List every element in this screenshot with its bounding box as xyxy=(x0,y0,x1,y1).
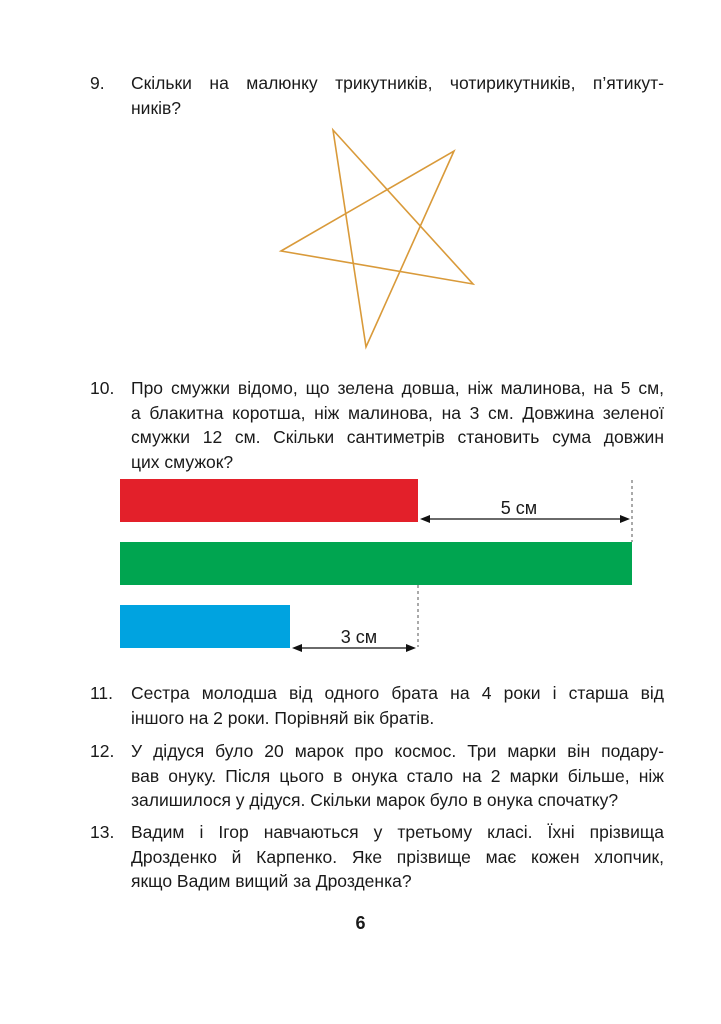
problem-line: цих смужок? xyxy=(131,451,234,472)
green-strip xyxy=(120,542,632,585)
problem-text xyxy=(131,376,664,474)
problem-number: 13. xyxy=(90,822,115,842)
problem-number: 12. xyxy=(90,741,115,761)
problem-line: ників? xyxy=(131,97,182,118)
problem-text xyxy=(131,739,664,813)
problem-line: іншого на 2 роки. Порівняй вік братів. xyxy=(131,707,435,728)
crimson-strip xyxy=(120,479,418,522)
problem-line: У дідуся було 20 марок про космос. Три марки він подару- xyxy=(131,741,664,761)
problem-line: Вадим і Ігор навчаються у третьому класі. Їхні прізвища xyxy=(131,822,664,842)
problem-line: вав онуку. Після цього в онука стало на 2 марки більше, ніж xyxy=(131,765,664,786)
blue-strip xyxy=(120,605,290,648)
problem-line: якщо Вадим вищий за Дрозденка? xyxy=(131,871,412,891)
star-figure xyxy=(281,130,473,347)
label-3cm: 3 см xyxy=(340,627,378,647)
problem-line: залишилося у дідуся. Скільки марок було в онука спочатку? xyxy=(131,790,619,810)
problem-line: Сестра молодша від одного брата на 4 роки і старша від xyxy=(131,683,664,703)
problem-line: Скільки на малюнку трикутників, чотирикутників, п’ятикут- xyxy=(131,73,664,93)
problem-text xyxy=(131,681,664,730)
problem-line: Про смужки відомо, що зелена довша, ніж малинова, на 5 см, xyxy=(131,378,664,398)
problem-line: Дрозденко й Карпенко. Яке прізвище має кожен хлопчик, xyxy=(131,846,664,867)
problem-11 xyxy=(90,681,664,730)
label-5cm: 5 см xyxy=(500,498,538,518)
problem-number: 11. xyxy=(90,683,114,703)
problem-12 xyxy=(90,739,664,813)
problem-number: 9. xyxy=(90,73,105,93)
page-number: 6 xyxy=(355,913,366,933)
problem-13 xyxy=(90,820,664,894)
problem-text xyxy=(131,820,664,894)
problem-10 xyxy=(90,376,664,474)
problem-line: а блакитна коротша, ніж малинова, на 3 см. Довжина зеленої xyxy=(131,402,664,423)
problem-number: 10. xyxy=(90,378,115,398)
problem-line: смужки 12 см. Скільки сантиметрів становить сума довжин xyxy=(131,427,664,447)
